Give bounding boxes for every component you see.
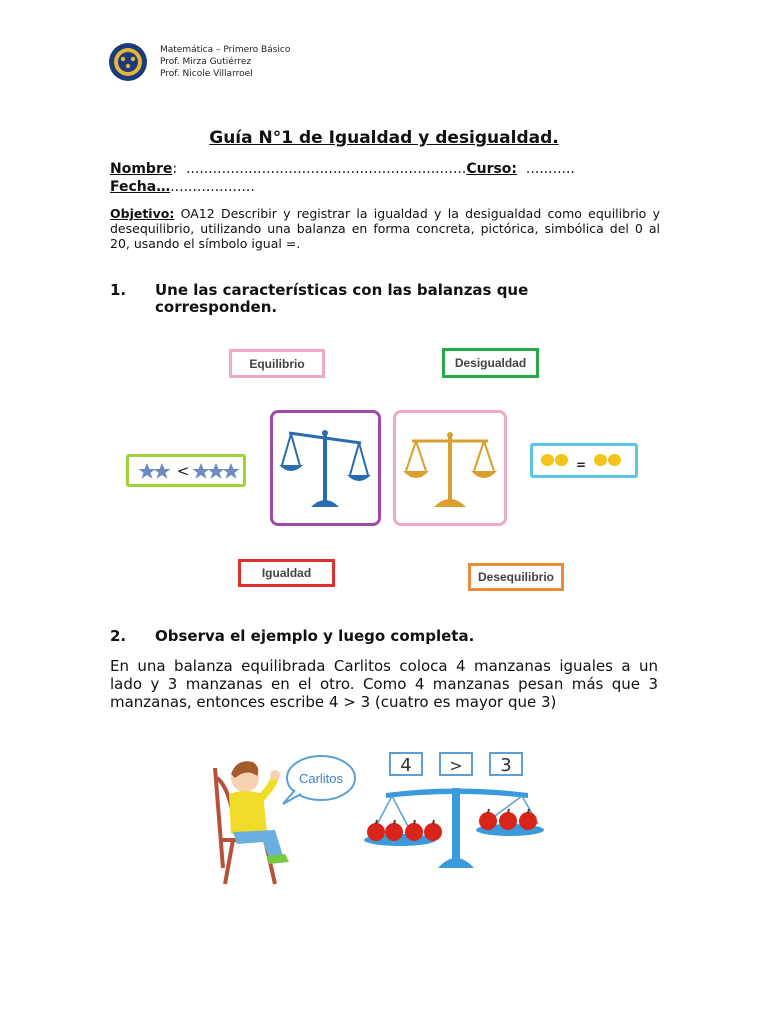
q1-number: 1. <box>110 281 127 299</box>
apple-icon <box>519 812 537 830</box>
q1-text: Une las características con las balanzas que corresponden. <box>155 281 529 316</box>
page-title: Guía N°1 de Igualdad y desigualdad. <box>209 128 559 148</box>
dots-comparison-card[interactable] <box>530 443 638 478</box>
boy-icon <box>229 761 289 864</box>
star-icon <box>208 463 225 479</box>
coin-icon <box>608 454 621 466</box>
label-desequilibrio[interactable]: Desequilibrio <box>468 563 564 591</box>
coin-icon <box>541 454 554 466</box>
header-line-teacher-2: Prof. Nicole Villarroel <box>160 69 253 79</box>
equals-symbol: = <box>575 458 587 472</box>
coin-icon <box>555 454 568 466</box>
left-value: 4 <box>400 755 412 776</box>
curso-field[interactable]: ........... <box>517 161 575 177</box>
objective-text: OA12 Describir y registrar la igualdad y la desigualdad como equilibrio y desequilibrio, utilizando una balanza en forma concreta, pictórica, simbólica del 0 al 20, usando el símbolo igual =. <box>110 206 660 251</box>
header-text <box>160 44 290 80</box>
dots-icon-group <box>533 446 635 475</box>
example-paragraph: En una balanza equilibrada Carlitos coloca 4 manzanas iguales a un lado y 3 manzanas en el otro. Como 4 manzanas pesan más que 3 manzanas, entonces escribe 4 > 3 (cuatro es mayor que 3) <box>110 657 658 711</box>
scale-icon-tilted <box>273 413 378 523</box>
apple-icon <box>479 812 497 830</box>
coin-icon <box>594 454 607 466</box>
less-than-symbol: < <box>176 462 190 480</box>
stars-comparison-card[interactable] <box>126 454 246 487</box>
star-icon <box>154 463 171 479</box>
apple-icon <box>424 823 442 841</box>
curso-label: Curso: <box>466 161 518 177</box>
fecha-line <box>110 179 255 195</box>
objective-label: Objetivo: <box>110 206 175 221</box>
q2-number: 2. <box>110 627 127 645</box>
balance-card-equal[interactable] <box>393 410 507 526</box>
carlitos-illustration <box>205 748 365 888</box>
nombre-field[interactable]: ............................................................... <box>177 161 467 177</box>
speech-text: Carlitos <box>298 771 344 786</box>
header-line-subject: Matemática – Primero Básico <box>160 45 291 55</box>
label-igualdad[interactable]: Igualdad <box>238 559 335 587</box>
balance-card-unequal[interactable] <box>270 410 381 526</box>
nombre-label: Nombre <box>110 161 173 177</box>
apple-icon <box>499 812 517 830</box>
apple-balance-illustration <box>362 748 562 888</box>
stars-icon-group <box>129 457 243 484</box>
label-equilibrio[interactable]: Equilibrio <box>229 349 325 378</box>
objective-paragraph <box>110 206 660 251</box>
star-icon <box>139 463 156 479</box>
apple-icon <box>367 823 385 841</box>
scale-icon-level <box>396 413 504 523</box>
nombre-line <box>110 161 575 177</box>
school-logo <box>108 42 148 82</box>
apple-icon <box>405 823 423 841</box>
fecha-label: Fecha… <box>110 179 171 195</box>
fecha-field[interactable]: ................... <box>170 179 255 195</box>
label-desigualdad[interactable]: Desigualdad <box>442 348 539 378</box>
nombre-colon: : <box>172 161 178 177</box>
apple-icon <box>385 823 403 841</box>
q2-text: Observa el ejemplo y luego completa. <box>155 627 475 645</box>
header-line-teacher-1: Prof. Mirza Gutiérrez <box>160 57 252 67</box>
star-icon <box>193 463 210 479</box>
comparison-symbol: > <box>449 756 463 775</box>
right-value: 3 <box>500 755 512 776</box>
star-icon <box>223 463 240 479</box>
